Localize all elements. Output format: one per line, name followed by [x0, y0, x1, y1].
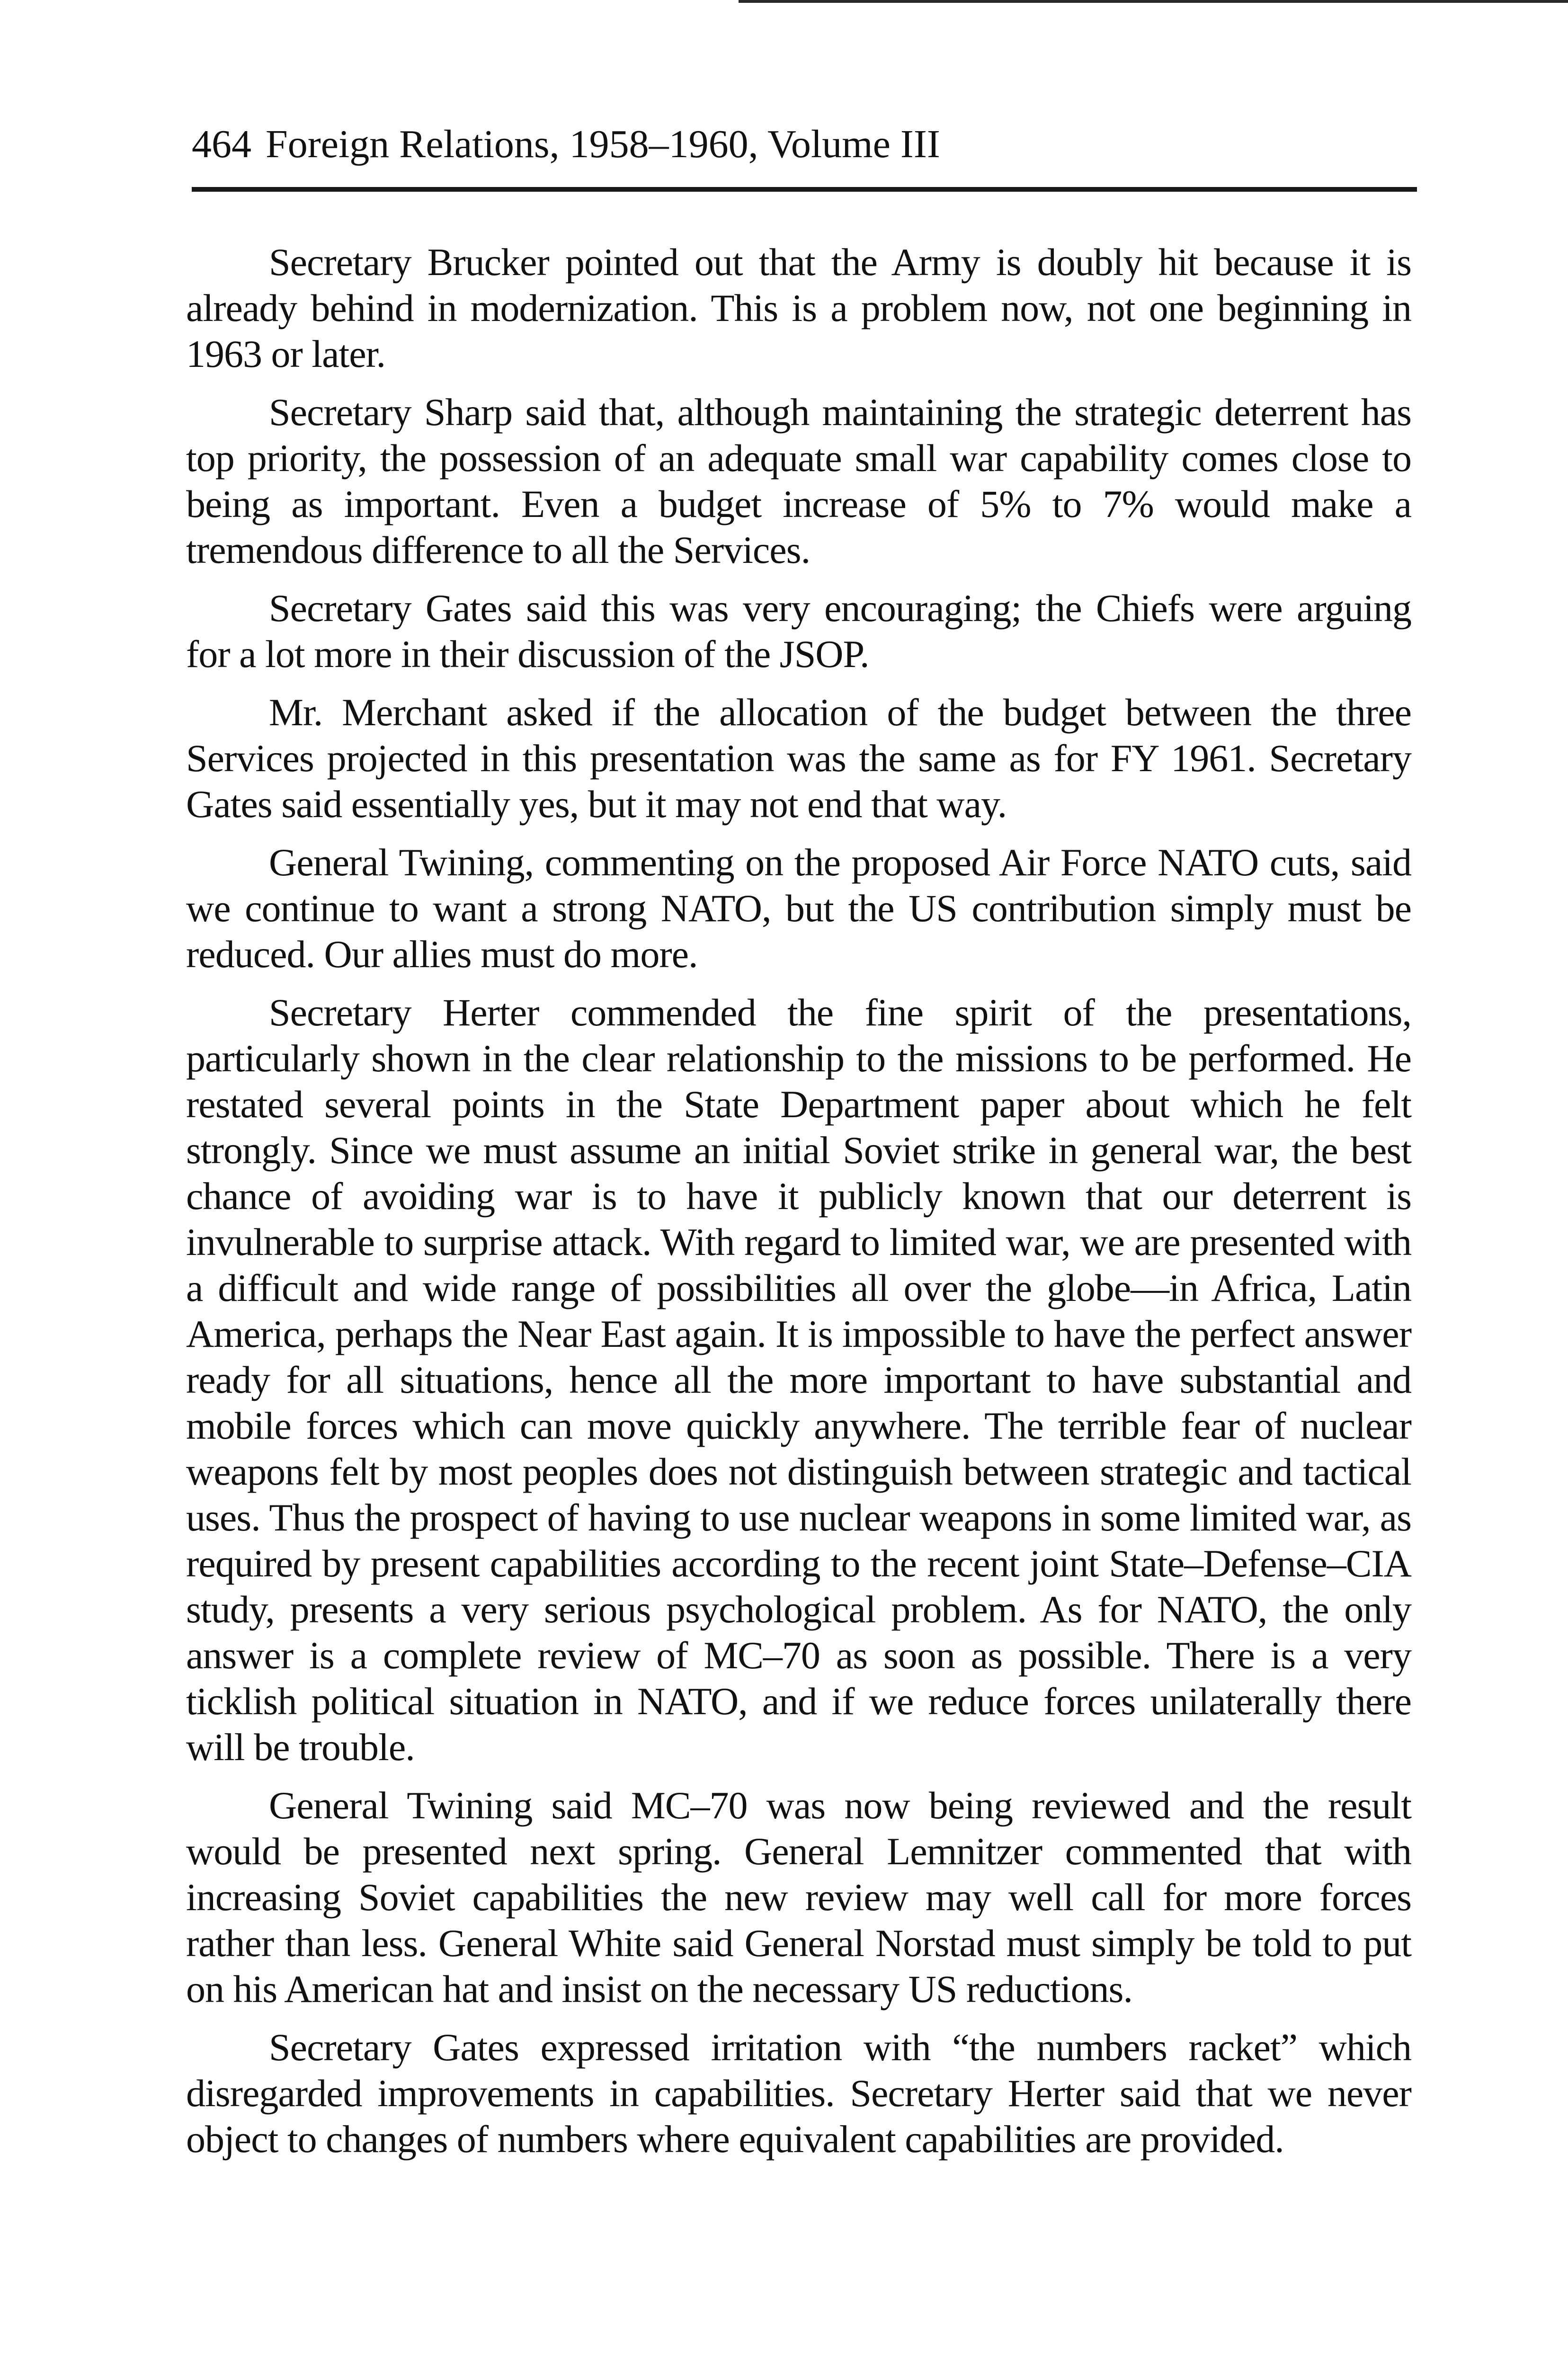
paragraph: Secretary Sharp said that, although maintaining the strategic deterrent has top priority, the possession of an adequate small war capability comes close to being as important. Even a budget increase of 5% to 7% would make a tremendous difference to all the Services. [186, 391, 1411, 571]
running-title: Foreign Relations, 1958–1960, Volume III [266, 122, 940, 166]
paragraph: Secretary Herter commended the fine spirit of the presentations, particularly shown in the clear relationship to the missions to be performed. He restated several points in the State Department paper about which he felt strongly. Since we must assume an initial Soviet strike in general war, the best chance of avoiding war is to have it publicly known that our deterrent is invulnerable to surprise attack. With regard to limited war, we are presented with a difficult and wide range of possibilities all over the globe—in Africa, Latin America, perhaps the Near East again. It is impossible to have the perfect answer ready for all situations, hence all the more important to have substantial and mobile forces which can move quickly anywhere. The terrible fear of nuclear weapons felt by most peoples does not distinguish between strategic and tactical uses. Thus the prospect of having to use nuclear weapons in some limited war, as required by present capabilities according to the recent joint State–Defense–CIA study, presents a very serious psychological problem. As for NATO, the only answer is a complete review of MC–70 as soon as possible. There is a very ticklish political situation in NATO, and if we reduce forces unilaterally there will be trouble. [186, 991, 1411, 1769]
paragraph: Secretary Brucker pointed out that the Army is doubly hit because it is already behind in modernization. This is a problem now, not one beginning in 1963 or later. [186, 240, 1411, 375]
paragraph: Mr. Merchant asked if the allocation of the budget between the three Services projected in this presentation was the same as for FY 1961. Secretary Gates said essentially yes, but it may not end that way. [186, 691, 1411, 826]
paragraph: General Twining said MC–70 was now being reviewed and the result would be presented next spring. General Lemnitzer commented that with increasing Soviet capabilities the new review may well call for more forces rather than less. General White said General Norstad must simply be told to put on his American hat and insist on the necessary US reductions. [186, 1784, 1411, 2011]
scan-edge-line [739, 0, 1568, 3]
body-text [186, 239, 1411, 2174]
header-rule [192, 187, 1417, 192]
page-number: 464 [192, 122, 251, 166]
paragraph: Secretary Gates said this was very encouraging; the Chiefs were arguing for a lot more in their discussion of the JSOP. [186, 587, 1411, 676]
paragraph: General Twining, commenting on the proposed Air Force NATO cuts, said we continue to want a strong NATO, but the US contribution simply must be reduced. Our allies must do more. [186, 841, 1411, 976]
running-head [192, 121, 1420, 168]
paragraph: Secretary Gates expressed irritation with “the numbers racket” which disregarded improvements in capabilities. Secretary Herter said that we never object to changes of numbers where equivalent capabilities are provided. [186, 2026, 1411, 2161]
